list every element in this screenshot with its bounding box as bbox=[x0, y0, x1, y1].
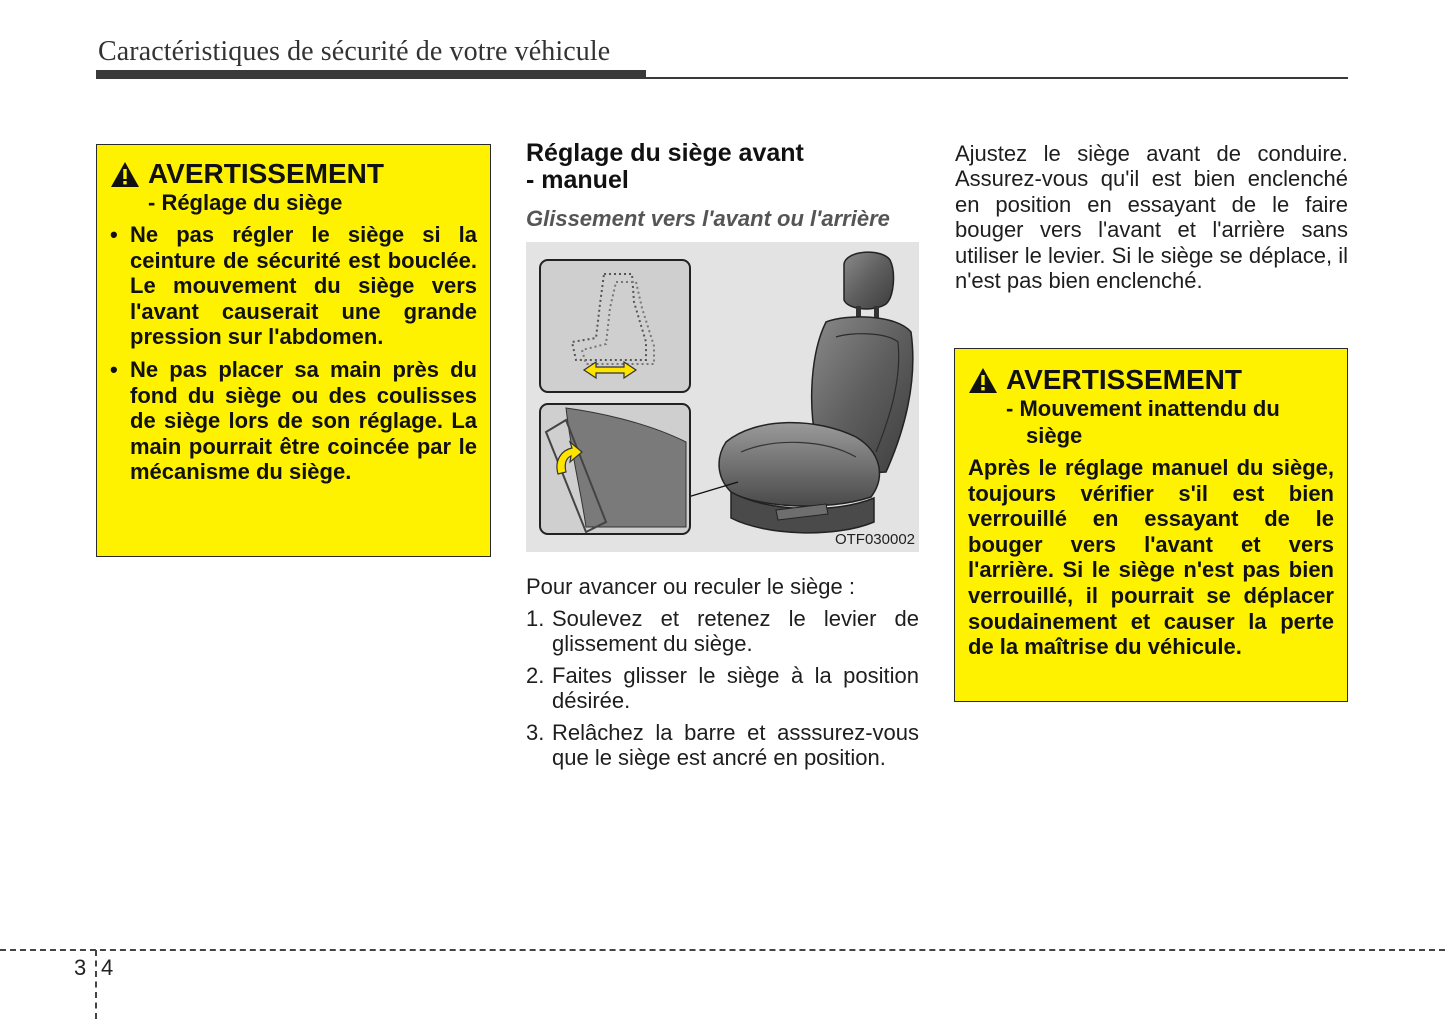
warning-subtitle-line1: - Mouvement inattendu du bbox=[1006, 396, 1280, 421]
right-paragraph: Ajustez le siège avant de conduire. Assurez-vous qu'il est bien enclenché en position en essayant de le faire bouger vers l'avant et l'arrière sans utiliser le levier. Si le siège se déplace, il n'est pas bien enclenché. bbox=[955, 141, 1348, 294]
warning-heading-text: AVERTISSEMENT bbox=[1006, 364, 1242, 395]
footer-dashed-rule bbox=[0, 949, 1445, 951]
warning-list-item: • Ne pas régler le siège si la ceinture de sécurité est bouclée. Le mouvement du siège vers l'avant causerait une grande pression sur l'abdomen. bbox=[110, 222, 477, 350]
section-manual-seat bbox=[526, 140, 919, 777]
page-number: 4 bbox=[101, 955, 114, 980]
warning-heading-text: AVERTISSEMENT bbox=[148, 158, 384, 189]
warning-triangle-icon bbox=[110, 161, 140, 188]
page-header-title: Caractéristiques de sécurité de votre véhicule bbox=[98, 36, 611, 67]
header-rule-thin bbox=[96, 77, 1348, 79]
seat-diagram bbox=[526, 242, 919, 552]
step-item bbox=[526, 663, 919, 713]
warning-heading bbox=[110, 159, 477, 189]
section-title-line2: - manuel bbox=[526, 166, 629, 194]
warning-subtitle-line2: siège bbox=[1026, 423, 1083, 448]
step-number: 3. bbox=[526, 720, 545, 745]
intro-text: Pour avancer ou reculer le siège : bbox=[526, 574, 855, 599]
warning-list-item: • Ne pas placer sa main près du fond du siège ou des coulisses de siège lors de son réglage. La main pourrait être coincée par le mécanisme du siège. bbox=[110, 357, 477, 485]
warning-box-seat-adjustment bbox=[96, 144, 491, 557]
warning-box-unexpected-movement bbox=[954, 348, 1348, 702]
footer-dashed-divider bbox=[95, 950, 97, 1019]
warning-subtitle: - Réglage du siège bbox=[148, 190, 343, 215]
step-text: Relâchez la barre et asssurez-vous que le siège est ancré en position. bbox=[552, 720, 919, 770]
warning-list bbox=[110, 222, 477, 485]
step-number: 1. bbox=[526, 606, 545, 631]
figure-code: OTF030002 bbox=[834, 531, 915, 548]
warning-triangle-icon bbox=[968, 367, 998, 394]
step-number: 2. bbox=[526, 663, 545, 688]
subsection-title: Glissement vers l'avant ou l'arrière bbox=[526, 206, 890, 231]
warning-heading bbox=[968, 365, 1334, 395]
warning-body: Après le réglage manuel du siège, toujours vérifier s'il est bien verrouillé en essayant de le bouger vers l'avant et vers l'arrière. Si le siège n'est pas bien verrouillé, il pourrait se déplacer soudainement et causer la perte de la maîtrise du véhicule. bbox=[968, 455, 1334, 660]
steps-list bbox=[526, 606, 919, 770]
step-item bbox=[526, 720, 919, 770]
step-item bbox=[526, 606, 919, 656]
step-text: Faites glisser le siège à la position désirée. bbox=[552, 663, 919, 713]
section-title bbox=[526, 140, 919, 194]
section-title-line1: Réglage du siège avant bbox=[526, 139, 804, 167]
seat-illustration bbox=[526, 242, 919, 552]
seat-headrest bbox=[844, 252, 893, 309]
step-text: Soulevez et retenez le levier de glissement du siège. bbox=[552, 606, 919, 656]
chapter-number: 3 bbox=[74, 955, 87, 980]
